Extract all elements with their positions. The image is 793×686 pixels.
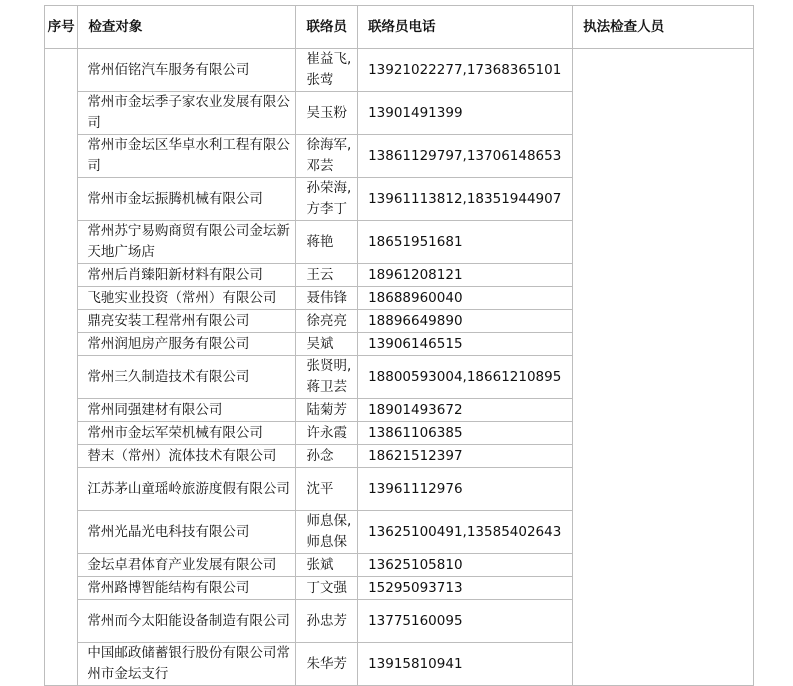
- inspection-table-container: [44, 5, 754, 686]
- contact-cell: 师息保,师息保: [296, 511, 358, 554]
- contact-cell: 许永霞: [296, 422, 358, 445]
- contact-cell: 王云: [296, 264, 358, 287]
- company-cell: 替末（常州）流体技术有限公司: [78, 445, 296, 468]
- phone-cell: 18651951681: [358, 221, 573, 264]
- company-cell: 常州市金坛季子家农业发展有限公司: [78, 92, 296, 135]
- company-cell: 常州同强建材有限公司: [78, 399, 296, 422]
- company-cell: 常州佰铭汽车服务有限公司: [78, 49, 296, 92]
- header-contact: 联络员: [296, 6, 358, 49]
- contact-cell: 丁文强: [296, 577, 358, 600]
- phone-cell: 18688960040: [358, 287, 573, 310]
- contact-cell: 朱华芳: [296, 643, 358, 686]
- phone-cell: 13775160095: [358, 600, 573, 643]
- phone-cell: 18800593004,18661210895: [358, 356, 573, 399]
- phone-cell: 18961208121: [358, 264, 573, 287]
- company-cell: 常州路博智能结构有限公司: [78, 577, 296, 600]
- phone-cell: 13861129797,13706148653: [358, 135, 573, 178]
- phone-cell: 13625100491,13585402643: [358, 511, 573, 554]
- header-inspector: 执法检查人员: [573, 6, 754, 49]
- company-cell: 常州光晶光电科技有限公司: [78, 511, 296, 554]
- contact-cell: 吴斌: [296, 333, 358, 356]
- contact-cell: 吴玉粉: [296, 92, 358, 135]
- seq-cell: [45, 49, 78, 686]
- inspector-cell: [573, 49, 754, 686]
- phone-cell: 13915810941: [358, 643, 573, 686]
- contact-cell: 聂伟锋: [296, 287, 358, 310]
- phone-cell: 13961113812,18351944907: [358, 178, 573, 221]
- contact-cell: 孙忠芳: [296, 600, 358, 643]
- phone-cell: 18621512397: [358, 445, 573, 468]
- contact-cell: 蒋艳: [296, 221, 358, 264]
- company-cell: 常州市金坛军荣机械有限公司: [78, 422, 296, 445]
- company-cell: 江苏茅山童瑶岭旅游度假有限公司: [78, 468, 296, 511]
- header-seq: 序号: [45, 6, 78, 49]
- phone-cell: 13901491399: [358, 92, 573, 135]
- contact-cell: 徐亮亮: [296, 310, 358, 333]
- phone-cell: 13921022277,17368365101: [358, 49, 573, 92]
- header-row: [45, 6, 754, 49]
- phone-cell: 13625105810: [358, 554, 573, 577]
- company-cell: 常州三久制造技术有限公司: [78, 356, 296, 399]
- company-cell: 金坛卓君体育产业发展有限公司: [78, 554, 296, 577]
- phone-cell: 18896649890: [358, 310, 573, 333]
- contact-cell: 陆菊芳: [296, 399, 358, 422]
- company-cell: 飞驰实业投资（常州）有限公司: [78, 287, 296, 310]
- contact-cell: 徐海军,邓芸: [296, 135, 358, 178]
- phone-cell: 13861106385: [358, 422, 573, 445]
- contact-cell: 沈平: [296, 468, 358, 511]
- phone-cell: 13961112976: [358, 468, 573, 511]
- contact-cell: 张贤明,蒋卫芸: [296, 356, 358, 399]
- company-cell: 常州润旭房产服务有限公司: [78, 333, 296, 356]
- header-target: 检查对象: [78, 6, 296, 49]
- contact-cell: 张斌: [296, 554, 358, 577]
- company-cell: 中国邮政储蓄银行股份有限公司常州市金坛支行: [78, 643, 296, 686]
- company-cell: 常州苏宁易购商贸有限公司金坛新天地广场店: [78, 221, 296, 264]
- company-cell: 常州而今太阳能设备制造有限公司: [78, 600, 296, 643]
- company-cell: 常州市金坛区华卓水利工程有限公司: [78, 135, 296, 178]
- header-phone: 联络员电话: [358, 6, 573, 49]
- contact-cell: 孙荣海,方李丁: [296, 178, 358, 221]
- phone-cell: 18901493672: [358, 399, 573, 422]
- phone-cell: 13906146515: [358, 333, 573, 356]
- company-cell: 常州市金坛振腾机械有限公司: [78, 178, 296, 221]
- company-cell: 常州后肖臻阳新材料有限公司: [78, 264, 296, 287]
- phone-cell: 15295093713: [358, 577, 573, 600]
- contact-cell: 孙念: [296, 445, 358, 468]
- inspection-table: [44, 5, 754, 686]
- contact-cell: 崔益飞,张莺: [296, 49, 358, 92]
- table-row: [45, 49, 754, 92]
- company-cell: 鼎亮安装工程常州有限公司: [78, 310, 296, 333]
